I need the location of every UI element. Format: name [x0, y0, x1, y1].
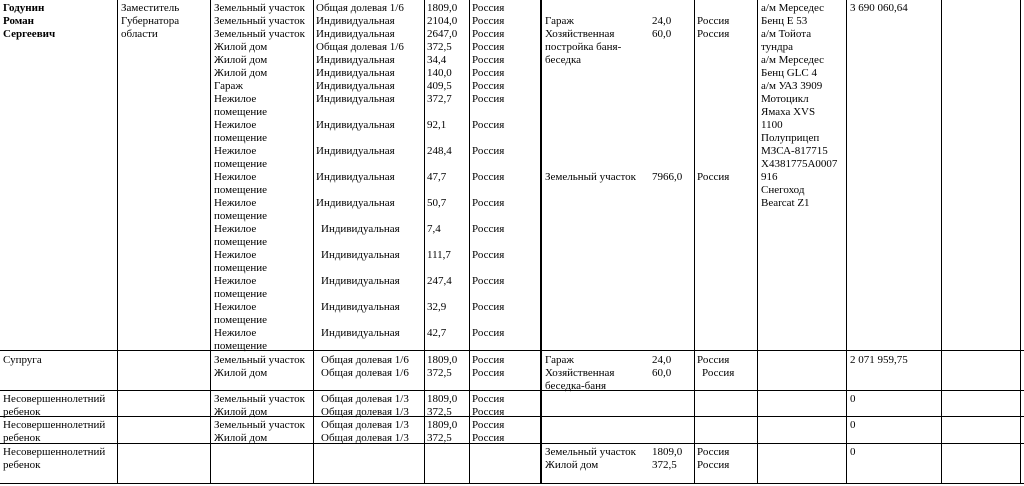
- owned-property-type: Жилой дом: [214, 432, 268, 444]
- owned-property-type: Жилой дом: [214, 406, 268, 418]
- used-property-type: беседка: [545, 54, 582, 66]
- vehicle: 1100: [761, 119, 783, 131]
- owned-property-area: 1809,0: [427, 419, 458, 431]
- owned-property-type: Земельный участок: [214, 419, 305, 431]
- owned-property-country: Россия: [472, 41, 505, 53]
- owned-property-type: помещение: [214, 340, 268, 352]
- column-border: [757, 0, 758, 484]
- owned-property-country: Россия: [472, 406, 505, 418]
- used-property-type: постройка баня-: [545, 41, 622, 53]
- owned-property-country: Россия: [472, 15, 505, 27]
- owned-property-type: Земельный участок: [214, 393, 305, 405]
- used-property-type: Хозяйственная: [545, 367, 615, 379]
- owned-property-country: Россия: [472, 119, 505, 131]
- column-border: [424, 0, 425, 484]
- owned-property-country: Россия: [472, 249, 505, 261]
- owned-property-area: 1809,0: [427, 2, 458, 14]
- ownership-kind: Общая долевая 1/3: [321, 432, 409, 444]
- person-name: Несовершеннолетний: [3, 393, 106, 405]
- column-border: [941, 0, 942, 484]
- owned-property-country: Россия: [472, 367, 505, 379]
- owned-property-area: 92,1: [427, 119, 447, 131]
- vehicle: Бенц GLC 4: [761, 67, 817, 79]
- used-property-country: Россия: [697, 28, 730, 40]
- used-property-country: Россия: [697, 446, 730, 458]
- declared-income: 0: [850, 446, 856, 458]
- ownership-kind: Индивидуальная: [321, 223, 400, 235]
- owned-property-area: 372,5: [427, 41, 452, 53]
- ownership-kind: Общая долевая 1/6: [316, 41, 404, 53]
- owned-property-area: 34,4: [427, 54, 447, 66]
- owned-property-area: 111,7: [427, 249, 451, 261]
- row-border: [0, 390, 1024, 391]
- ownership-kind: Общая долевая 1/6: [321, 354, 409, 366]
- owned-property-country: Россия: [472, 2, 505, 14]
- owned-property-area: 140,0: [427, 67, 452, 79]
- ownership-kind: Общая долевая 1/6: [316, 2, 404, 14]
- owned-property-type: Земельный участок: [214, 15, 305, 27]
- used-property-area: 372,5: [652, 459, 677, 471]
- owned-property-area: 247,4: [427, 275, 452, 287]
- owned-property-country: Россия: [472, 197, 505, 209]
- column-border: [541, 0, 542, 484]
- owned-property-area: 1809,0: [427, 393, 458, 405]
- row-border: [0, 350, 1024, 351]
- person-name: Несовершеннолетний: [3, 446, 106, 458]
- person-name: ребенок: [3, 459, 41, 471]
- column-border: [846, 0, 847, 484]
- used-property-type: Гараж: [545, 354, 574, 366]
- column-border: [694, 0, 695, 484]
- owned-property-type: Нежилое: [214, 119, 257, 131]
- used-property-area: 24,0: [652, 15, 672, 27]
- person-name: Роман: [3, 15, 34, 27]
- ownership-kind: Индивидуальная: [316, 54, 395, 66]
- owned-property-country: Россия: [472, 354, 505, 366]
- owned-property-type: Жилой дом: [214, 67, 268, 79]
- owned-property-area: 372,5: [427, 367, 452, 379]
- owned-property-type: Жилой дом: [214, 41, 268, 53]
- declared-income: 3 690 060,64: [850, 2, 908, 14]
- owned-property-type: помещение: [214, 106, 268, 118]
- used-property-country: Россия: [697, 459, 730, 471]
- owned-property-type: помещение: [214, 158, 268, 170]
- used-property-country: Россия: [697, 354, 730, 366]
- owned-property-area: 1809,0: [427, 354, 458, 366]
- owned-property-country: Россия: [472, 171, 505, 183]
- used-property-type: Жилой дом: [545, 459, 599, 471]
- owned-property-country: Россия: [472, 432, 505, 444]
- row-border: [0, 483, 1024, 484]
- owned-property-country: Россия: [472, 93, 505, 105]
- vehicle: а/м Тойота: [761, 28, 812, 40]
- used-property-country: Россия: [702, 367, 735, 379]
- owned-property-country: Россия: [472, 327, 505, 339]
- ownership-kind: Общая долевая 1/3: [321, 406, 409, 418]
- owned-property-type: Нежилое: [214, 275, 257, 287]
- ownership-kind: Индивидуальная: [316, 197, 395, 209]
- vehicle: Ямаха XVS: [761, 106, 816, 118]
- person-name: ребенок: [3, 432, 41, 444]
- row-border: [0, 416, 1024, 417]
- used-property-country: Россия: [697, 171, 730, 183]
- owned-property-type: Нежилое: [214, 249, 257, 261]
- owned-property-area: 7,4: [427, 223, 441, 235]
- used-property-area: 60,0: [652, 28, 672, 40]
- ownership-kind: Индивидуальная: [321, 301, 400, 313]
- used-property-type: Земельный участок: [545, 446, 636, 458]
- owned-property-type: Нежилое: [214, 301, 257, 313]
- owned-property-type: помещение: [214, 314, 268, 326]
- column-border: [313, 0, 314, 484]
- owned-property-area: 248,4: [427, 145, 452, 157]
- used-property-country: Россия: [697, 15, 730, 27]
- owned-property-country: Россия: [472, 301, 505, 313]
- owned-property-country: Россия: [472, 145, 505, 157]
- declared-income: 0: [850, 419, 856, 431]
- owned-property-country: Россия: [472, 80, 505, 92]
- vehicle: а/м УАЗ 3909: [761, 80, 823, 92]
- person-position: Губернатора: [121, 15, 180, 27]
- owned-property-type: Жилой дом: [214, 367, 268, 379]
- person-name: ребенок: [3, 406, 41, 418]
- column-border: [469, 0, 470, 484]
- owned-property-country: Россия: [472, 54, 505, 66]
- owned-property-type: Нежилое: [214, 171, 257, 183]
- person-name: Супруга: [3, 354, 42, 366]
- ownership-kind: Индивидуальная: [316, 15, 395, 27]
- owned-property-area: 42,7: [427, 327, 447, 339]
- ownership-kind: Индивидуальная: [321, 249, 400, 261]
- owned-property-country: Россия: [472, 223, 505, 235]
- owned-property-type: помещение: [214, 184, 268, 196]
- owned-property-type: помещение: [214, 288, 268, 300]
- owned-property-country: Россия: [472, 275, 505, 287]
- owned-property-type: Гараж: [214, 80, 243, 92]
- ownership-kind: Индивидуальная: [316, 80, 395, 92]
- person-name: Несовершеннолетний: [3, 419, 106, 431]
- vehicle: 916: [761, 171, 778, 183]
- used-property-area: 60,0: [652, 367, 672, 379]
- owned-property-area: 372,5: [427, 432, 452, 444]
- ownership-kind: Общая долевая 1/6: [321, 367, 409, 379]
- owned-property-area: 409,5: [427, 80, 452, 92]
- person-position: области: [121, 28, 158, 40]
- ownership-kind: Индивидуальная: [316, 28, 395, 40]
- ownership-kind: Индивидуальная: [316, 93, 395, 105]
- used-property-type: Гараж: [545, 15, 574, 27]
- declared-income: 0: [850, 393, 856, 405]
- owned-property-type: помещение: [214, 210, 268, 222]
- owned-property-area: 32,9: [427, 301, 447, 313]
- ownership-kind: Общая долевая 1/3: [321, 419, 409, 431]
- vehicle: Мотоцикл: [761, 93, 809, 105]
- owned-property-area: 50,7: [427, 197, 447, 209]
- used-property-area: 7966,0: [652, 171, 683, 183]
- ownership-kind: Индивидуальная: [321, 327, 400, 339]
- vehicle: тундра: [761, 41, 794, 53]
- owned-property-area: 2104,0: [427, 15, 458, 27]
- owned-property-type: помещение: [214, 236, 268, 248]
- owned-property-type: Нежилое: [214, 93, 257, 105]
- owned-property-type: Нежилое: [214, 197, 257, 209]
- used-property-area: 24,0: [652, 354, 672, 366]
- vehicle: Х4381775А0007: [761, 158, 838, 170]
- owned-property-country: Россия: [472, 28, 505, 40]
- row-border: [0, 443, 1024, 444]
- column-border: [210, 0, 211, 484]
- owned-property-type: помещение: [214, 132, 268, 144]
- vehicle: МЗСА-817715: [761, 145, 828, 157]
- owned-property-area: 2647,0: [427, 28, 458, 40]
- owned-property-area: 47,7: [427, 171, 447, 183]
- ownership-kind: Индивидуальная: [316, 145, 395, 157]
- column-border: [1020, 0, 1021, 484]
- used-property-type: Земельный участок: [545, 171, 636, 183]
- column-border: [117, 0, 118, 484]
- owned-property-type: Жилой дом: [214, 54, 268, 66]
- declared-income: 2 071 959,75: [850, 354, 908, 366]
- owned-property-type: Земельный участок: [214, 28, 305, 40]
- owned-property-type: Нежилое: [214, 223, 257, 235]
- owned-property-type: Земельный участок: [214, 354, 305, 366]
- person-name: Сергеевич: [3, 28, 56, 40]
- person-name: Годунин: [3, 2, 45, 14]
- owned-property-type: Нежилое: [214, 327, 257, 339]
- owned-property-type: помещение: [214, 262, 268, 274]
- used-property-type: беседка-баня: [545, 380, 607, 392]
- vehicle: Снегоход: [761, 184, 805, 196]
- ownership-kind: Индивидуальная: [316, 171, 395, 183]
- vehicle: Bearcat Z1: [761, 197, 810, 209]
- vehicle: Полуприцеп: [761, 132, 820, 144]
- owned-property-country: Россия: [472, 419, 505, 431]
- vehicle: Бенц Е 53: [761, 15, 808, 27]
- owned-property-area: 372,5: [427, 406, 452, 418]
- ownership-kind: Индивидуальная: [316, 119, 395, 131]
- owned-property-area: 372,7: [427, 93, 452, 105]
- owned-property-country: Россия: [472, 393, 505, 405]
- owned-property-type: Нежилое: [214, 145, 257, 157]
- owned-property-type: Земельный участок: [214, 2, 305, 14]
- ownership-kind: Индивидуальная: [321, 275, 400, 287]
- vehicle: а/м Мерседес: [761, 54, 825, 66]
- owned-property-country: Россия: [472, 67, 505, 79]
- used-property-area: 1809,0: [652, 446, 683, 458]
- vehicle: а/м Мерседес: [761, 2, 825, 14]
- used-property-type: Хозяйственная: [545, 28, 615, 40]
- ownership-kind: Общая долевая 1/3: [321, 393, 409, 405]
- ownership-kind: Индивидуальная: [316, 67, 395, 79]
- person-position: Заместитель: [121, 2, 180, 14]
